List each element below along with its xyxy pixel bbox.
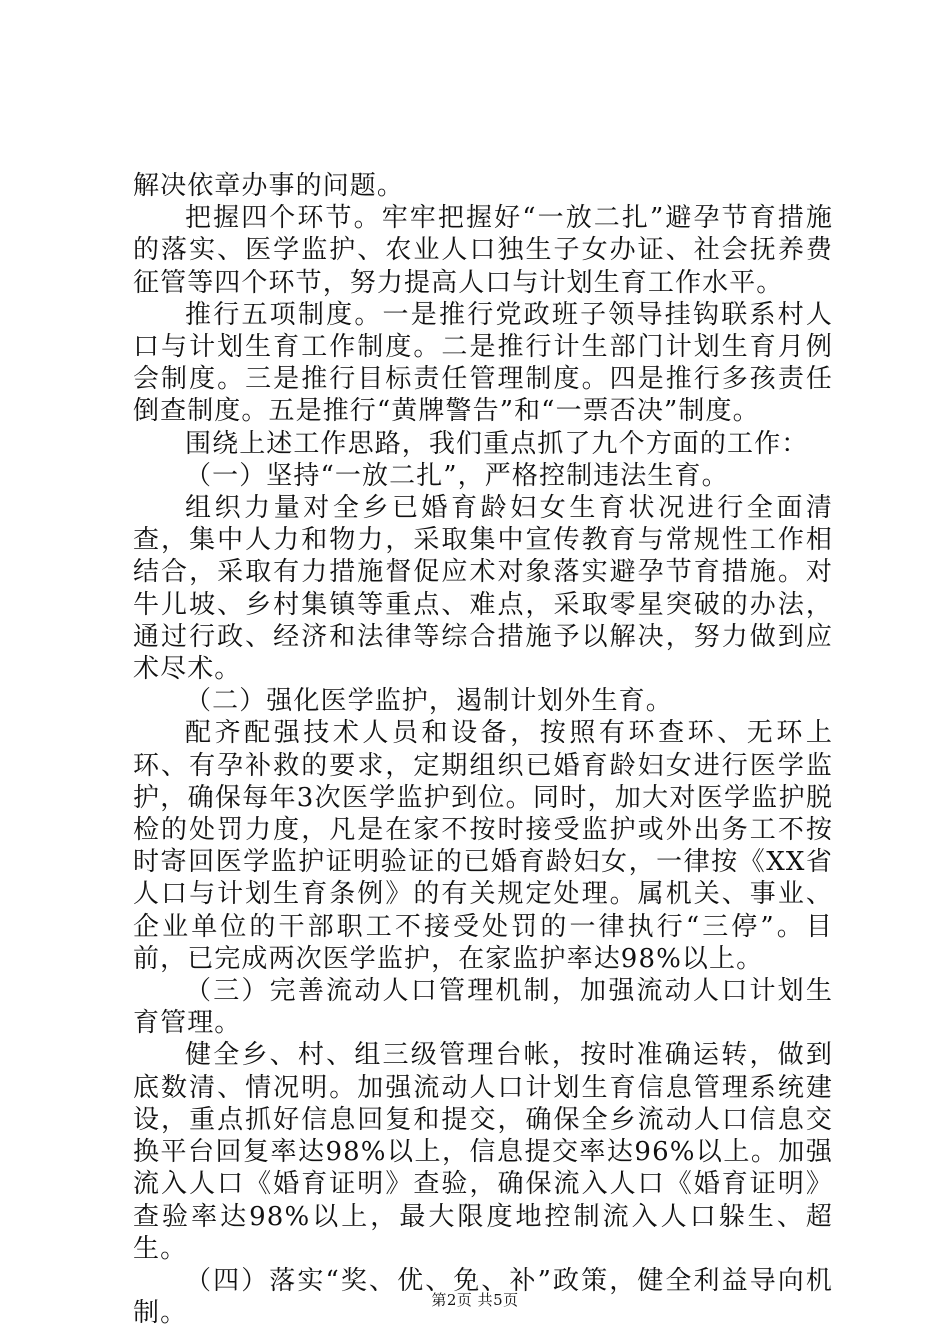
document-body — [133, 170, 833, 1329]
paragraph: 推行五项制度。一是推行党政班子领导挂钩联系村人口与计划生育工作制度。二是推行计生部门计划生育月例会制度。三是推行目标责任管理制度。四是推行多孩责任倒查制度。五是推行“黄牌警告”和“一票否决”制度。 — [133, 299, 833, 427]
paragraph: 配齐配强技术人员和设备，按照有环查环、无环上环、有孕补救的要求，定期组织已婚育龄妇女进行医学监护，确保每年3次医学监护到位。同时，加大对医学监护脱检的处罚力度，凡是在家不按时接受监护或外出务工不按时寄回医学监护证明验证的已婚育龄妇女，一律按《XX省人口与计划生育条例》的有关规定处理。属机关、事业、企业单位的干部职工不接受处罚的一律执行“三停”。目前，已完成两次医学监护，在家监护率达98%以上。 — [133, 718, 833, 974]
section-heading: （二）强化医学监护，遏制计划外生育。 — [185, 686, 673, 717]
paragraph: 围绕上述工作思路，我们重点抓了九个方面的工作： — [185, 428, 809, 459]
section-heading: （四）落实“奖、优、免、补”政策，健全利益导向机制。 — [133, 1265, 833, 1329]
paragraph: 解决依章办事的问题。 — [133, 171, 405, 201]
section-heading: （三）完善流动人口管理机制，加强流动人口计划生育管理。 — [133, 976, 833, 1039]
page-footer: 第2页 共5页 — [431, 1291, 519, 1309]
paragraph: 组织力量对全乡已婚育龄妇女生育状况进行全面清查，集中人力和物力，采取集中宣传教育与常规性工作相结合，采取有力措施督促应术对象落实避孕节育措施。对牛儿坡、乡村集镇等重点、难点，采取零星突破的办法，通过行政、经济和法律等综合措施予以解决，努力做到应术尽术。 — [133, 493, 833, 685]
section-heading: （一）坚持“一放二扎”，严格控制违法生育。 — [185, 460, 729, 491]
paragraph: 把握四个环节。牢牢把握好“一放二扎”避孕节育措施的落实、医学监护、农业人口独生子女办证、社会抚养费征管等四个环节，努力提高人口与计划生育工作水平。 — [133, 203, 833, 298]
paragraph: 健全乡、村、组三级管理台帐，按时准确运转，做到底数清、情况明。加强流动人口计划生育信息管理系统建设，重点抓好信息回复和提交，确保全乡流动人口信息交换平台回复率达98%以上，信息提交率达96%以上。加强流入人口《婚育证明》查验，确保流入人口《婚育证明》查验率达98%以上，最大限度地控制流入人口躲生、超生。 — [133, 1040, 833, 1264]
